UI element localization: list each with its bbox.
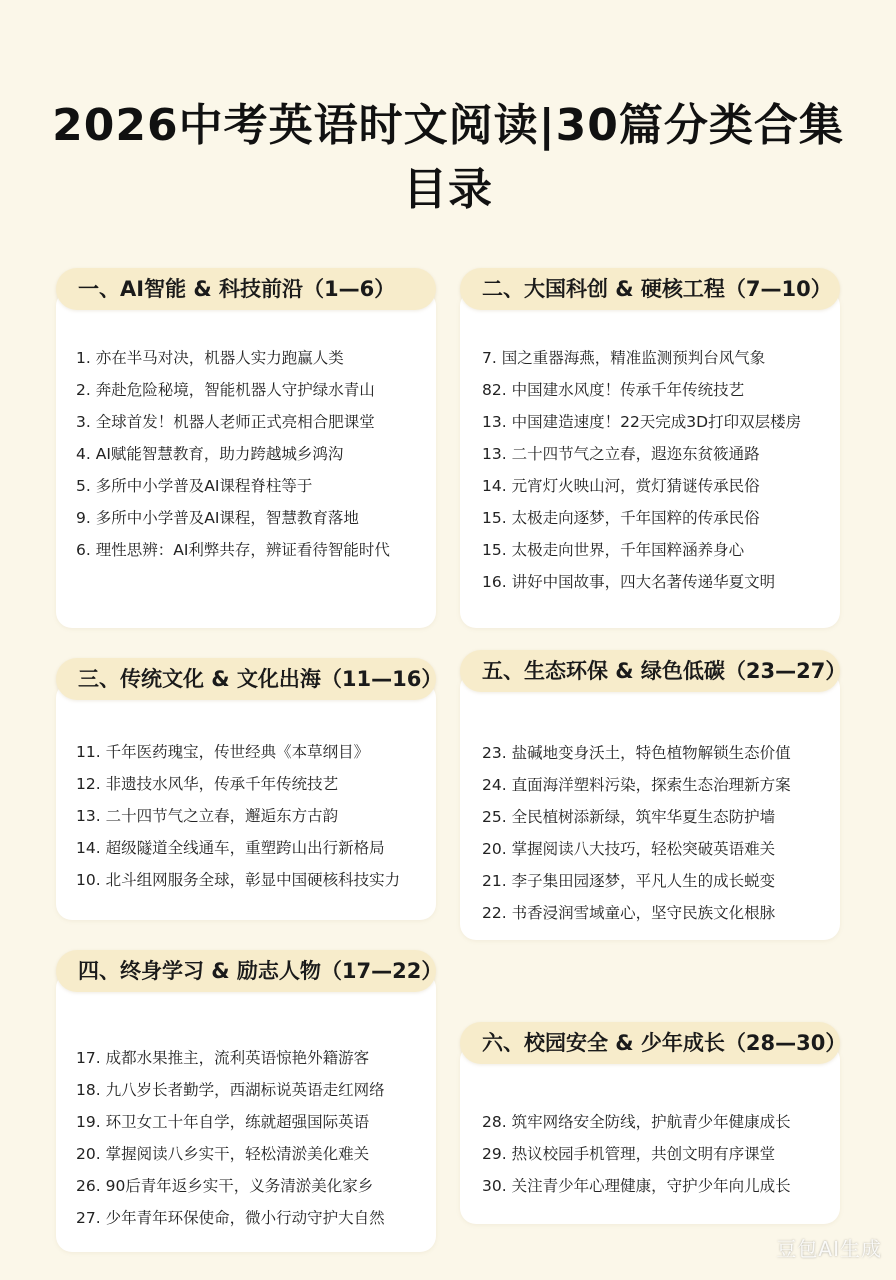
list-item[interactable]: 13. 二十四节气之立春，邂逅东方古韵 xyxy=(76,807,339,825)
section-heading-eco: 五、生态环保 & 绿色低碳（23—27） xyxy=(460,650,840,692)
list-item[interactable]: 20. 掌握阅读八大技巧，轻松突破英语难关 xyxy=(482,840,776,858)
list-item[interactable]: 20. 掌握阅读八乡实干，轻松清淤美化难关 xyxy=(76,1145,370,1163)
section-heading-ai: 一、AI智能 & 科技前沿（1—6） xyxy=(56,268,436,310)
list-item[interactable]: 12. 非遗技水风华，传承千年传统技艺 xyxy=(76,775,339,793)
list-item[interactable]: 7. 国之重器海燕，精准监测预判台风气象 xyxy=(482,349,766,367)
page-title: 2026中考英语时文阅读|30篇分类合集 xyxy=(52,100,844,151)
list-item[interactable]: 4. AI赋能智慧教育，助力跨越城乡鸿沟 xyxy=(76,445,344,463)
section-heading-learning: 四、终身学习 & 励志人物（17—22） xyxy=(56,950,436,992)
section-heading-tech: 二、大国科创 & 硬核工程（7—10） xyxy=(460,268,840,310)
list-item[interactable]: 22. 书香浸润雪域童心，坚守民族文化根脉 xyxy=(482,904,776,922)
section-heading-campus: 六、校园安全 & 少年成长（28—30） xyxy=(460,1022,840,1064)
section-list-eco xyxy=(482,737,836,929)
list-item[interactable]: 15. 太极走向世界，千年国粹涵养身心 xyxy=(482,541,745,559)
list-item[interactable]: 17. 成都水果推主，流利英语惊艳外籍游客 xyxy=(76,1049,370,1067)
list-item[interactable]: 19. 环卫女工十年自学，练就超强国际英语 xyxy=(76,1113,370,1131)
list-item[interactable]: 25. 全民植树添新绿，筑牢华夏生态防护墙 xyxy=(482,808,776,826)
section-list-culture xyxy=(76,736,432,896)
section-list-learning xyxy=(76,1042,432,1234)
list-item[interactable]: 14. 超级隧道全线通车，重塑跨山出行新格局 xyxy=(76,839,385,857)
section-list-ai xyxy=(76,342,430,566)
list-item[interactable]: 82. 中国建水风度！传承千年传统技艺 xyxy=(482,381,745,399)
page-subtitle: 目录 xyxy=(403,164,493,215)
list-item[interactable]: 1. 亦在半马对决，机器人实力跑赢人类 xyxy=(76,349,344,367)
list-item[interactable]: 3. 全球首发！机器人老师正式亮相合肥课堂 xyxy=(76,413,375,431)
list-item[interactable]: 10. 北斗组网服务全球，彰显中国硬核科技实力 xyxy=(76,871,401,889)
section-list-tech xyxy=(482,342,836,598)
list-item[interactable]: 6. 理性思辨：AI利弊共存，辨证看待智能时代 xyxy=(76,541,390,559)
list-item[interactable]: 28. 筑牢网络安全防线，护航青少年健康成长 xyxy=(482,1113,791,1131)
list-item[interactable]: 2. 奔赴危险秘境，智能机器人守护绿水青山 xyxy=(76,381,375,399)
list-item[interactable]: 15. 太极走向逐梦，千年国粹的传承民俗 xyxy=(482,509,760,527)
list-item[interactable]: 24. 直面海洋塑料污染，探索生态治理新方案 xyxy=(482,776,791,794)
list-item[interactable]: 21. 李子集田园逐梦，平凡人生的成长蜕变 xyxy=(482,872,776,890)
list-item[interactable]: 13. 中国建造速度！22天完成3D打印双层楼房 xyxy=(482,413,802,431)
list-item[interactable]: 9. 多所中小学普及AI课程，智慧教育落地 xyxy=(76,509,359,527)
list-item[interactable]: 14. 元宵灯火映山河，赏灯猜谜传承民俗 xyxy=(482,477,760,495)
list-item[interactable]: 11. 千年医药瑰宝，传世经典《本草纲目》 xyxy=(76,743,370,761)
list-item[interactable]: 26. 90后青年返乡实干，义务清淤美化家乡 xyxy=(76,1177,374,1195)
section-list-campus xyxy=(482,1106,836,1202)
list-item[interactable]: 27. 少年青年环保使命，微小行动守护大自然 xyxy=(76,1209,385,1227)
list-item[interactable]: 23. 盐碱地变身沃土，特色植物解锁生态价值 xyxy=(482,744,791,762)
list-item[interactable]: 29. 热议校园手机管理，共创文明有序课堂 xyxy=(482,1145,776,1163)
watermark: 豆包AI生成 xyxy=(776,1237,882,1261)
list-item[interactable]: 5. 多所中小学普及AI课程脊柱等于 xyxy=(76,477,313,495)
section-heading-culture: 三、传统文化 & 文化出海（11—16） xyxy=(56,658,436,700)
list-item[interactable]: 18. 九八岁长者勤学，西湖标说英语走红网络 xyxy=(76,1081,385,1099)
list-item[interactable]: 16. 讲好中国故事，四大名著传递华夏文明 xyxy=(482,573,776,591)
list-item[interactable]: 30. 关注青少年心理健康，守护少年向儿成长 xyxy=(482,1177,791,1195)
list-item[interactable]: 13. 二十四节气之立春，遐迩东贫筱通路 xyxy=(482,445,760,463)
